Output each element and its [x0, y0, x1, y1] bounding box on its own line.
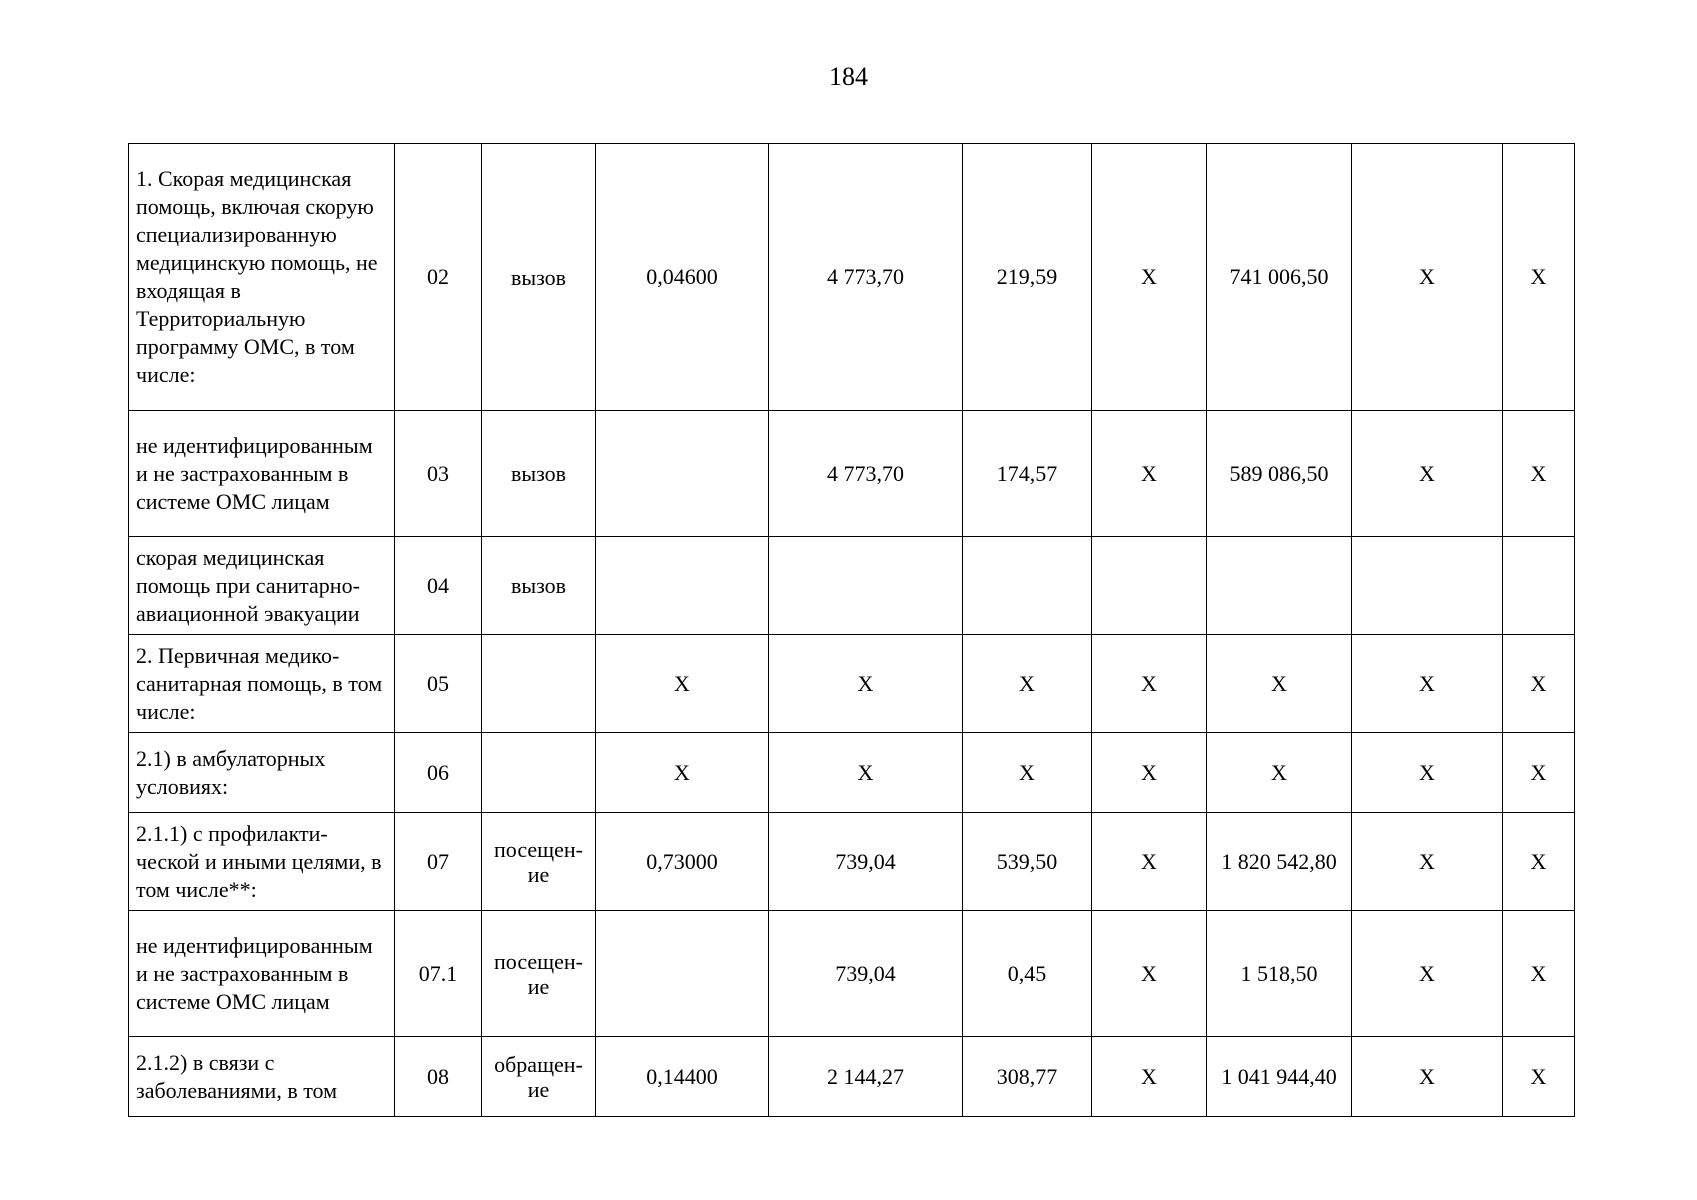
row-value-4 — [1092, 537, 1207, 635]
row-value-1: 0,14400 — [596, 1037, 769, 1117]
row-value-5: 589 086,50 — [1207, 411, 1352, 537]
row-value-6: Х — [1352, 1037, 1503, 1117]
row-value-5: 1 820 542,80 — [1207, 813, 1352, 911]
row-value-7: Х — [1503, 813, 1575, 911]
row-value-2: 4 773,70 — [769, 144, 963, 411]
row-value-6 — [1352, 537, 1503, 635]
row-value-3: 0,45 — [963, 911, 1092, 1037]
table-row — [129, 813, 1575, 911]
row-name: 2.1.1) с профилакти-ческой и иными целями, в том числе**: — [129, 813, 395, 911]
row-code: 07.1 — [395, 911, 482, 1037]
row-value-1 — [596, 537, 769, 635]
data-table — [128, 143, 1575, 1117]
row-value-2: 739,04 — [769, 911, 963, 1037]
row-name: 1. Скорая медицинская помощь, включая скорую специализированную медицинскую помощь, не входящая в Территориальную программу ОМС, в том числе: — [129, 144, 395, 411]
row-value-3: 539,50 — [963, 813, 1092, 911]
row-name: 2. Первичная медико-санитарная помощь, в том числе: — [129, 635, 395, 733]
row-unit: обращен-ие — [482, 1037, 596, 1117]
row-value-3: Х — [963, 635, 1092, 733]
row-value-5: 1 041 944,40 — [1207, 1037, 1352, 1117]
row-value-5: 741 006,50 — [1207, 144, 1352, 411]
page-number: 184 — [829, 62, 868, 91]
row-value-2: 2 144,27 — [769, 1037, 963, 1117]
row-unit: посещен-ие — [482, 911, 596, 1037]
row-value-2: 4 773,70 — [769, 411, 963, 537]
row-value-6: Х — [1352, 733, 1503, 813]
row-code: 04 — [395, 537, 482, 635]
row-value-2 — [769, 537, 963, 635]
row-unit: вызов — [482, 537, 596, 635]
row-value-1: 0,04600 — [596, 144, 769, 411]
row-value-1 — [596, 411, 769, 537]
row-value-7: Х — [1503, 144, 1575, 411]
row-value-1: Х — [596, 733, 769, 813]
table-row — [129, 411, 1575, 537]
table-row — [129, 733, 1575, 813]
row-unit: посещен-ие — [482, 813, 596, 911]
row-code: 05 — [395, 635, 482, 733]
row-value-3 — [963, 537, 1092, 635]
table-row — [129, 1037, 1575, 1117]
table-row — [129, 537, 1575, 635]
row-value-2: Х — [769, 635, 963, 733]
row-value-7: Х — [1503, 911, 1575, 1037]
row-value-2: Х — [769, 733, 963, 813]
row-code: 08 — [395, 1037, 482, 1117]
row-unit — [482, 733, 596, 813]
row-value-7: Х — [1503, 635, 1575, 733]
row-name: 2.1) в амбулаторных условиях: — [129, 733, 395, 813]
row-value-4: Х — [1092, 635, 1207, 733]
row-value-7: Х — [1503, 1037, 1575, 1117]
row-value-6: Х — [1352, 911, 1503, 1037]
row-value-5: Х — [1207, 733, 1352, 813]
row-value-7: Х — [1503, 411, 1575, 537]
row-value-6: Х — [1352, 635, 1503, 733]
row-value-7: Х — [1503, 733, 1575, 813]
row-value-1: Х — [596, 635, 769, 733]
row-unit — [482, 635, 596, 733]
row-value-4: Х — [1092, 813, 1207, 911]
row-value-1 — [596, 911, 769, 1037]
row-name: скорая медицинская помощь при санитарно-авиационной эвакуации — [129, 537, 395, 635]
row-value-3: 308,77 — [963, 1037, 1092, 1117]
row-value-7 — [1503, 537, 1575, 635]
row-value-3: 219,59 — [963, 144, 1092, 411]
table-row — [129, 144, 1575, 411]
row-name: не идентифицированным и не застрахованным в системе ОМС лицам — [129, 911, 395, 1037]
row-value-1: 0,73000 — [596, 813, 769, 911]
row-value-4: Х — [1092, 911, 1207, 1037]
row-value-6: Х — [1352, 813, 1503, 911]
row-code: 03 — [395, 411, 482, 537]
row-name: не идентифицированным и не застрахованным в системе ОМС лицам — [129, 411, 395, 537]
row-code: 02 — [395, 144, 482, 411]
row-value-5: 1 518,50 — [1207, 911, 1352, 1037]
row-name: 2.1.2) в связи с заболеваниями, в том — [129, 1037, 395, 1117]
row-value-4: Х — [1092, 1037, 1207, 1117]
table-row — [129, 635, 1575, 733]
row-value-5 — [1207, 537, 1352, 635]
row-value-3: Х — [963, 733, 1092, 813]
row-value-6: Х — [1352, 411, 1503, 537]
row-value-2: 739,04 — [769, 813, 963, 911]
table-row — [129, 911, 1575, 1037]
row-unit: вызов — [482, 144, 596, 411]
row-code: 06 — [395, 733, 482, 813]
row-value-3: 174,57 — [963, 411, 1092, 537]
row-value-4: Х — [1092, 733, 1207, 813]
row-value-4: Х — [1092, 144, 1207, 411]
row-value-5: Х — [1207, 635, 1352, 733]
row-unit: вызов — [482, 411, 596, 537]
row-value-6: Х — [1352, 144, 1503, 411]
row-code: 07 — [395, 813, 482, 911]
row-value-4: Х — [1092, 411, 1207, 537]
